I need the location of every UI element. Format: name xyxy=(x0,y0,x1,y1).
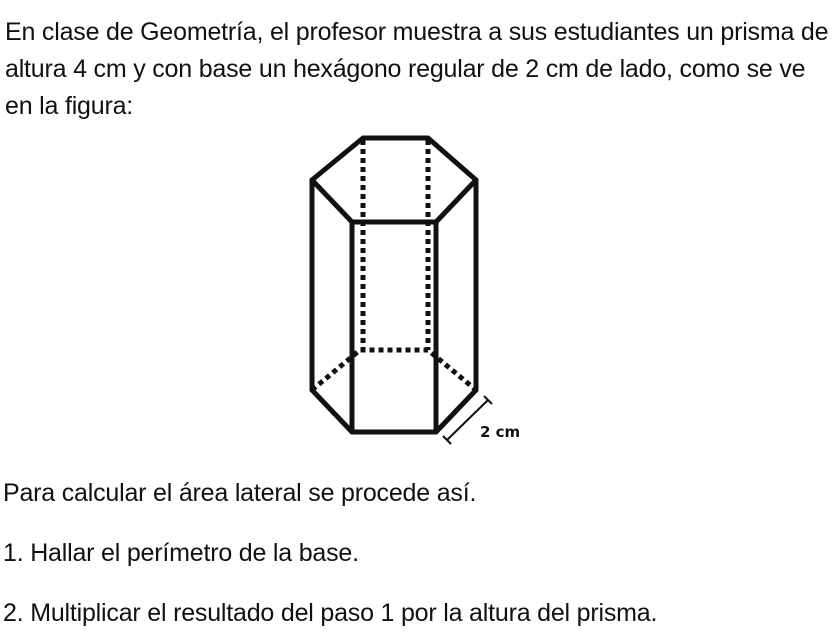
problem-statement: En clase de Geometría, el profesor muestra a sus estudiantes un prisma de altura 4 cm y con base un hexágono regular de 2 cm de lado, como se ve en la figura: xyxy=(5,18,829,120)
side-length-label: 2 cm xyxy=(480,423,521,441)
hexagonal-prism-diagram xyxy=(290,128,540,448)
top-hexagon-face xyxy=(312,138,476,222)
procedure-intro: Para calcular el área lateral se procede así. xyxy=(3,479,477,507)
step-1: 1. Hallar el perímetro de la base. xyxy=(3,539,359,567)
step-2: 2. Multiplicar el resultado del paso 1 por la altura del prisma. xyxy=(3,599,658,627)
hexagonal-prism-figure xyxy=(290,128,540,448)
hidden-base-back-edges xyxy=(312,350,476,390)
bottom-front-edges xyxy=(312,390,476,432)
